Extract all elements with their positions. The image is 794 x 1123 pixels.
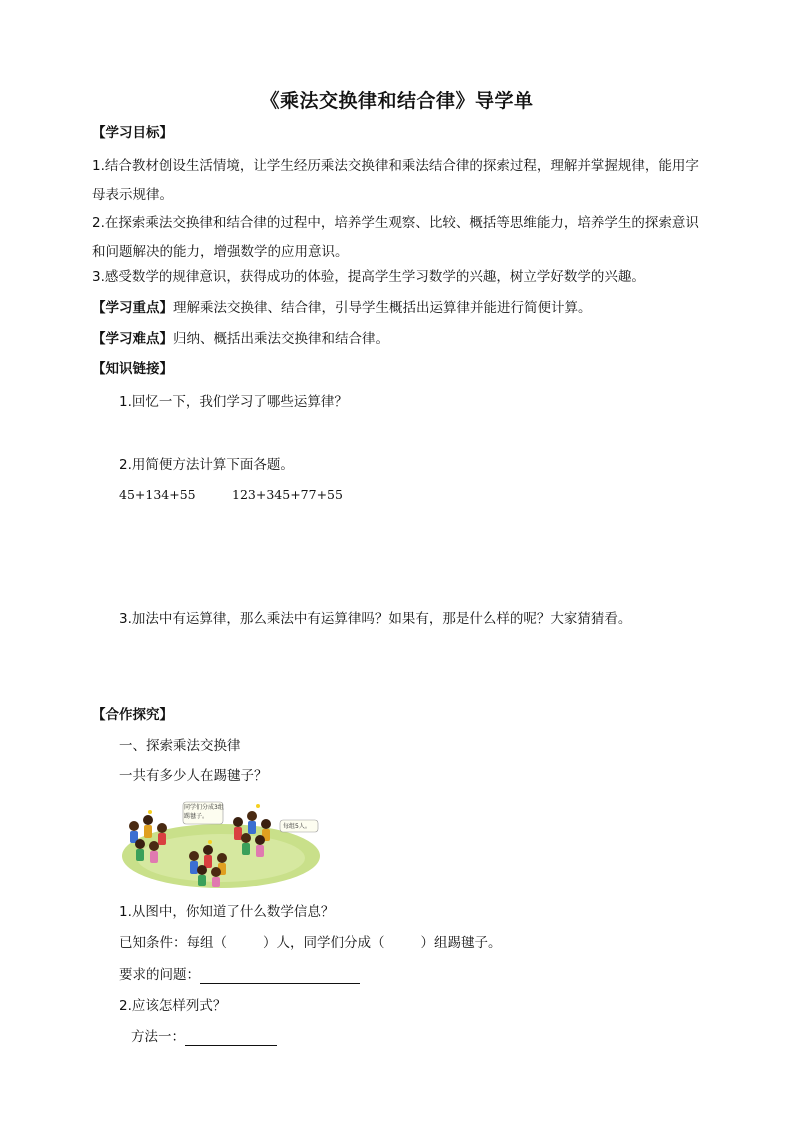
bubble-text-2: 每组5人。 bbox=[283, 823, 311, 830]
expression-1: 45+134+55 bbox=[119, 487, 196, 502]
difficulty-label: 【学习难点】 bbox=[92, 331, 173, 347]
bubble-text-1: 同学们分成3组踢毽子。 bbox=[184, 804, 224, 820]
shuttlecock-icon bbox=[256, 804, 260, 808]
question-asked bbox=[119, 966, 360, 984]
method-1-label: 方法一： bbox=[131, 1029, 185, 1045]
goal-item-3: 3.感受数学的规律意识，获得成功的体验，提高学生学习数学的兴趣，树立学好数学的兴趣。 bbox=[92, 269, 645, 285]
ask-label: 要求的问题： bbox=[119, 967, 200, 983]
difficulty-text: 归纳、概括出乘法交换律和结合律。 bbox=[173, 331, 389, 347]
key-point-text: 理解乘法交换律、结合律，引导学生概括出运算律并能进行简便计算。 bbox=[173, 300, 592, 316]
known-text-c: ）组踢毽子。 bbox=[420, 935, 502, 951]
difficulty bbox=[92, 330, 389, 348]
explore-section-1: 一、探索乘法交换律 bbox=[119, 738, 241, 754]
links-question-3: 3.加法中有运算律，那么乘法中有运算律吗？如果有，那是什么样的呢？大家猜猜看。 bbox=[119, 611, 632, 627]
shuttlecock-icon bbox=[208, 840, 212, 844]
explore-question: 一共有多少人在踢毽子？ bbox=[119, 768, 268, 784]
key-point bbox=[92, 299, 592, 317]
links-question-1: 1.回忆一下，我们学习了哪些运算律？ bbox=[119, 394, 348, 410]
known-conditions bbox=[119, 934, 502, 952]
links-heading: 【知识链接】 bbox=[92, 361, 173, 377]
method-1 bbox=[131, 1028, 277, 1046]
known-text-a: 已知条件：每组（ bbox=[119, 935, 227, 951]
method-1-answer-blank[interactable] bbox=[185, 1031, 277, 1046]
explore-question-2: 2.应该怎样列式？ bbox=[119, 998, 227, 1014]
explore-heading: 【合作探究】 bbox=[92, 707, 173, 723]
explore-question-1: 1.从图中，你知道了什么数学信息？ bbox=[119, 904, 335, 920]
known-text-b: ）人，同学们分成（ bbox=[263, 935, 385, 951]
shuttlecock-icon bbox=[148, 810, 152, 814]
ask-answer-blank[interactable] bbox=[200, 969, 360, 984]
links-question-2: 2.用简便方法计算下面各题。 bbox=[119, 457, 294, 473]
shuttlecock-illustration bbox=[120, 798, 322, 890]
expression-2: 123+345+77+55 bbox=[232, 487, 343, 502]
page-title: 《乘法交换律和结合律》导学单 bbox=[260, 90, 534, 112]
goal-item-2: 2.在探索乘法交换律和结合律的过程中，培养学生观察、比较、概括等思维能力，培养学生的探索意识和问题解决的能力，增强数学的应用意识。 bbox=[92, 215, 699, 260]
goals-heading: 【学习目标】 bbox=[92, 125, 173, 141]
key-point-label: 【学习重点】 bbox=[92, 300, 173, 316]
goal-item-1: 1.结合教材创设生活情境，让学生经历乘法交换律和乘法结合律的探索过程，理解并掌握规律，能用字母表示规律。 bbox=[92, 158, 699, 203]
